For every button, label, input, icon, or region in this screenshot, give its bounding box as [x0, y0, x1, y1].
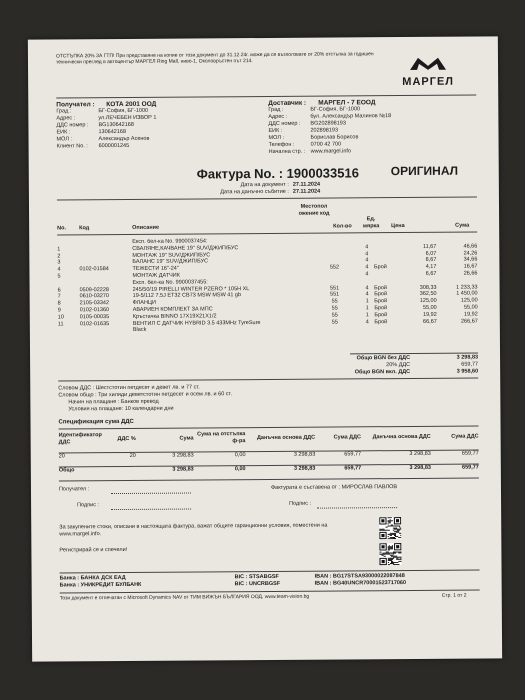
item-price: 6,67 — [425, 270, 437, 277]
spec-h-sum: Сума — [179, 435, 194, 442]
words-line: Словом общо : Три хиляди деветстотин петдесет и осем лв. и 60 ст. — [58, 391, 233, 399]
item-price — [393, 325, 437, 332]
item-loc: 552 — [329, 264, 340, 271]
supplier-field-label: Град : — [268, 106, 284, 113]
supplier-field-value: 0700 42 700 — [310, 141, 342, 148]
item-sum — [437, 325, 478, 332]
banks-block — [60, 573, 480, 590]
supplier-field-label: МОЛ : — [268, 134, 285, 141]
item-price: 19,92 — [422, 311, 437, 318]
item-sum: 125,00 — [460, 297, 478, 304]
spec-h-vat: ДДС % — [117, 435, 136, 442]
item-qty: 4 — [365, 250, 369, 257]
item-desc: ФЛАНЦИ — [132, 299, 156, 307]
item-code — [80, 327, 133, 334]
col-loc: Местопол ожение код — [298, 203, 330, 217]
item-qty: 4 — [365, 257, 369, 264]
item-loc: 551 — [330, 291, 340, 298]
item-sum: 24,26 — [463, 250, 478, 257]
invoice-title: Фактура No. : 1900033516 — [196, 165, 359, 182]
item-sum: 55,00 — [463, 304, 478, 311]
supplier-field-value: бул. Александър Малинов №18 — [310, 113, 392, 120]
item-qty: 4 — [365, 271, 369, 278]
item-loc: 55 — [331, 298, 338, 305]
spec-row: 20 20 3 298,83 0,00 3 298,83 659,77 3 298,83 659,77 — [58, 450, 479, 460]
item-qty: 4 — [365, 244, 369, 251]
words-line: Словом ДДС : Шестстотин петдесет и девет лв. и 77 ст. — [58, 384, 200, 392]
recipient-field — [57, 142, 237, 150]
item-unit: Брой — [374, 284, 388, 291]
item-desc: Експ. бел-ка No. 9900037454: — [132, 238, 208, 245]
supplier-field-label: Начална стр. : — [268, 148, 306, 155]
item-price: 308,33 — [419, 284, 437, 291]
col-unit: Ед. мярка — [362, 216, 380, 230]
col-desc: Описание — [132, 224, 160, 231]
item-desc: Кръстачка BINNO 17X19X21X1/2 — [132, 313, 217, 320]
item-unit: Брой — [374, 264, 387, 271]
item-desc: 245/50/19 PIRELLI WINTER PZERO * 105H XL — [132, 285, 250, 293]
col-no: No. — [57, 225, 67, 232]
item-price: 125,00 — [419, 297, 437, 305]
supplier-name: МАРГЕЛ - 7 ЕООД — [318, 99, 376, 107]
item-qty: 4 — [365, 318, 369, 325]
spec-h-disc-group: Сума на отстъпка — [197, 431, 246, 438]
item-qty: 1 — [365, 305, 369, 312]
register-text: Регистрирай се и спечели! — [59, 546, 128, 554]
item-sum: 1 450,00 — [456, 290, 478, 298]
item-code: 0509-02228 — [79, 286, 109, 293]
words-block — [58, 383, 388, 413]
recipient-field-value: БГ-София, БГ-1000 — [98, 107, 149, 115]
recipient-name: КОТА 2001 ООД — [106, 100, 157, 109]
recipient-field-label: ДДС номер : — [56, 122, 89, 129]
total-row — [260, 369, 478, 378]
item-code: 0610-03270 — [79, 293, 110, 300]
col-code: Код — [79, 225, 90, 232]
qr-code-icon — [379, 543, 401, 565]
total-label: Общо BGN вкл. ДДС — [354, 368, 411, 376]
sign2-label: Подпис : — [289, 500, 312, 507]
item-code: 0102-01635 — [79, 320, 110, 327]
total-label: 20% ДДС — [386, 361, 411, 369]
item-unit: Брой — [374, 305, 388, 312]
item-sum: 26,66 — [463, 270, 478, 277]
item-no: 7 — [57, 293, 61, 300]
col-sum: Сума — [455, 222, 470, 229]
original-label: ОРИГИНАЛ — [390, 163, 459, 179]
item-loc: 55 — [331, 305, 338, 312]
qr-code-icon — [379, 517, 401, 539]
item-sum: 16,67 — [463, 263, 478, 270]
item-no: 11 — [57, 320, 64, 328]
item-loc: 55 — [331, 312, 338, 319]
item-qty: 4 — [365, 291, 369, 298]
recipient-field-value: 6000001245 — [98, 142, 130, 150]
item-no: 4 — [57, 266, 61, 273]
supplier-field-label: Телефон : — [268, 141, 295, 148]
recipient-field-label: Адрес : — [56, 115, 76, 122]
item-sum: 1 233,33 — [456, 284, 478, 291]
item-code: 0102-01360 — [79, 307, 110, 314]
item-code: 0105-00035 — [79, 313, 110, 321]
receiver-label: Получател : — [58, 486, 90, 493]
recipient-field-label: Град : — [56, 108, 72, 115]
item-desc: АВАРИЕН КОМПЛЕКТ ЗА МПС — [132, 306, 213, 313]
sign1-label: Подпис : — [77, 502, 100, 509]
item-unit: Брой — [374, 298, 388, 305]
item-price: 8,67 — [425, 257, 437, 264]
item-qty: 1 — [365, 298, 369, 305]
item-no: 9 — [57, 307, 61, 314]
item-sum: 46,66 — [463, 243, 478, 250]
logo-text: МАРГЕЛ — [402, 75, 455, 89]
recipient-field-value: ул.ЛЕЧЕБЕН ИЗВОР 1 — [98, 114, 157, 122]
total-label: Общо BGN без ДДС — [356, 354, 411, 362]
bank-name: Банка : БАНКА ДСК ЕАД — [59, 574, 126, 582]
doc-date-label: Дата на документ : — [240, 181, 289, 189]
item-loc — [321, 326, 349, 333]
items-table — [57, 237, 478, 335]
recipient-field-label: Клиент No. : — [56, 143, 88, 150]
bank-iban: IBAN : BG40UNCR70001523717060 — [314, 580, 407, 587]
recipient-field-value: 130642168 — [98, 128, 127, 136]
item-desc: 19-5/112 7.5J ET32 CB73 MSW MSW 41 gb — [132, 292, 242, 300]
company-logo — [388, 55, 468, 89]
warranty-text: За закупените стоки, описани в настоящата фактура, важат общите гаранционни условия, поместени на www.margel.info. — [59, 522, 328, 538]
supplier-field-value: 202898193 — [310, 127, 339, 134]
item-unit: Брой — [374, 291, 388, 298]
item-desc: БАЛАНС 19" SUV/ДЖИП/БУС — [132, 258, 209, 266]
col-price: Цена — [391, 223, 405, 230]
recipient-field-label: ЕИК : — [56, 129, 71, 136]
supplier-field-label: ДДС номер : — [268, 120, 301, 127]
item-desc: ТЕЖЕСТИ 16"-24" — [132, 265, 179, 273]
bank-bic: BIC : STSABGSF — [234, 573, 279, 581]
totals-block — [260, 355, 478, 378]
bank-iban: IBAN : BG17STSA93000022087848 — [314, 573, 405, 580]
item-no: 1 — [57, 246, 61, 253]
item-desc: Black — [132, 327, 147, 334]
item-price: 362,50 — [419, 291, 437, 298]
item-code: 0102-01584 — [79, 266, 109, 273]
recipient-field-value: BG130642168 — [98, 121, 134, 129]
spec-title: Спецификация сума ДДС — [58, 418, 134, 426]
words-line: Начин на плащане : Банков превод — [68, 398, 159, 406]
item-no: 2 — [57, 253, 61, 260]
item-sum: 34,66 — [463, 256, 478, 264]
compiler-label: Фактурата е съставена от : МИРОСЛАВ ПАВЛОВ — [270, 484, 398, 491]
invoice-page — [28, 36, 502, 661]
item-code: 2105-03342 — [79, 300, 110, 307]
tax-date-label: Дата на данъчно събитие : — [220, 188, 289, 196]
recipient-field-label: МОЛ : — [56, 136, 73, 143]
supplier-field-value: Борислав Борисов — [310, 134, 359, 141]
item-price: 6,07 — [425, 250, 437, 257]
spec-total-row: Общо 3 298,83 0,00 3 298,83 659,77 3 298,83 659,77 — [58, 464, 479, 474]
supplier-field-value: БГ-София, БГ-1000 — [310, 106, 361, 113]
item-no: 6 — [57, 287, 61, 294]
item-qty: 1 — [365, 312, 369, 319]
supplier-field-value: BG202898193 — [310, 120, 346, 127]
supplier-field-value: www.margel.info — [310, 148, 352, 155]
item-unit: Брой — [374, 311, 388, 319]
total-value: 659,77 — [461, 361, 479, 368]
item-unit: Брой — [374, 318, 388, 325]
item-no: 3 — [57, 259, 61, 266]
promo-text: ОТСТЪПКА 20% ЗА ГТП! При представяне на копие от този документ до 31.12.24г. може да се възползвате от 20% отстъпка за годишен технически преглед в автоцентър МАРГЕЛ Ring Mall, ниво-1, Околовръстен път 214. — [55, 51, 374, 66]
spec-h-vatsum-g: Сума ДДС — [451, 433, 479, 440]
spec-h-base: Данъчна основа ДДС — [256, 434, 316, 441]
item-no — [58, 328, 80, 335]
item-qty — [349, 326, 369, 333]
item-price: 55,00 — [422, 304, 437, 311]
item-no: 8 — [57, 300, 61, 307]
item-qty: 4 — [365, 264, 369, 271]
total-value: 3 958,60 — [456, 368, 479, 375]
item-desc: МОНТАЖ 19" SUV/ДЖИП/БУС — [132, 251, 211, 259]
item-price: 4,17 — [425, 263, 437, 271]
words-line: Условия на плащане: 10 календарни дни — [68, 405, 174, 413]
item-price: 11,67 — [422, 243, 437, 250]
item-price: 66,67 — [423, 318, 437, 325]
item-no: 5 — [57, 273, 61, 280]
item-desc: МОНТАЖ ДАТЧИК — [132, 272, 180, 279]
item-loc: 551 — [329, 285, 340, 292]
item-no: 10 — [57, 314, 64, 321]
spec-h-disc: ф-ра — [232, 438, 246, 445]
recipient-block: Получател : КОТА 2001 ООД Град : БГ-София, БГ-1000 Адрес : ул.ЛЕЧЕБЕН ИЗВОР 1 ДДС номер : BG130642168 ЕИК : 130642168 МОЛ : Александър Асенов Клиент No. : 6000001245 — [56, 100, 236, 150]
footer-text: Този документ е отпечатан с Microsoft Dynamics NAV от ТИМ ВИЖЪН БЪЛГАРИЯ ООД, www.team-vision.bg — [59, 593, 310, 602]
spec-h-vatsum: Сума ДДС — [333, 433, 361, 441]
item-desc: ВЕНТИЛ С ДАТЧИК HYBRID 3.5 433MHz TyreSure — [132, 319, 261, 327]
item-loc: 55 — [331, 319, 338, 326]
bank-name: Банка : УНИКРЕДИТ БУЛБАНК — [59, 581, 142, 589]
page-number: Стр. 1 от 2 — [441, 592, 467, 599]
item-sum: 19,92 — [463, 311, 478, 318]
item-qty: 4 — [365, 284, 369, 291]
supplier-block: Доставчик : МАРГЕЛ - 7 ЕООД Град : БГ-София, БГ-1000 Адрес : бул. Александър Малинов №18 ДДС номер : BG202898193 ЕИК : 202898193 МОЛ : Борислав Борисов Телефон : 0700 42 700 Начална стр. : www.margel.info — [268, 99, 448, 156]
spec-h-base-g: Данъчна основа ДДС — [372, 433, 431, 440]
margel-logo-icon — [408, 55, 448, 71]
item-desc: СВАЛЯНЕ,КАЧВАНЕ 19" SUV/ДЖИП/БУС — [132, 244, 239, 252]
total-value: 3 298,83 — [456, 354, 479, 361]
spec-h-ident: Идентификатор ДДС — [58, 432, 102, 446]
item-sum: 266,67 — [460, 318, 478, 325]
supplier-field — [269, 148, 449, 156]
supplier-field-label: ЕИК : — [268, 127, 283, 134]
item-unit — [369, 325, 393, 332]
doc-date: 27.11.2024 — [292, 181, 321, 188]
supplier-field-label: Адрес : — [268, 113, 288, 120]
col-qty: Кол-во — [333, 223, 352, 230]
bank-bic: BIC : UNCRBGSF — [234, 580, 281, 588]
vat-spec-table — [59, 430, 479, 475]
recipient-field-value: Александър Асенов — [98, 135, 150, 143]
item-desc: Експ. бел-ка No. 9900037455: — [132, 279, 208, 286]
tax-date: 27.11.2024 — [292, 188, 321, 195]
